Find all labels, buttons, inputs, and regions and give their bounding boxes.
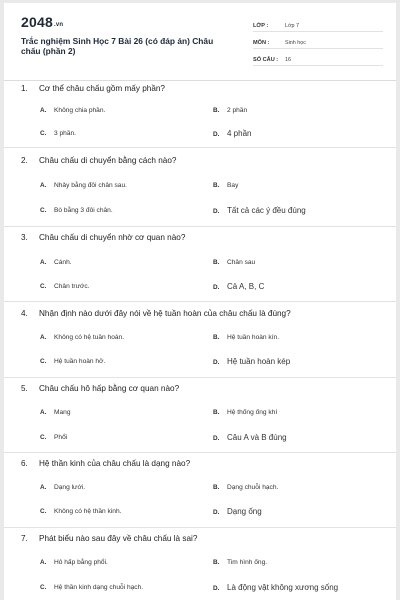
meta-value: 16: [285, 57, 291, 63]
logo-main: 2048: [21, 14, 53, 30]
option-a[interactable]: A. Cánh.: [40, 259, 72, 266]
document-title: Trắc nghiệm Sinh Học 7 Bài 26 (có đáp án) Châu chấu (phần 2): [21, 36, 214, 56]
worksheet-header: [4, 3, 396, 81]
question-text: 2. Châu chấu di chuyển bằng cách nào?: [21, 156, 177, 165]
question-divider: [4, 452, 396, 453]
question-divider: [4, 377, 396, 378]
meta-label: LỚP :: [253, 23, 269, 29]
option-a[interactable]: A. Không có hệ tuần hoàn.: [40, 334, 125, 341]
option-c[interactable]: C. Bò bằng 3 đôi chân.: [40, 207, 113, 214]
meta-label: SỐ CÂU :: [253, 57, 279, 63]
option-c[interactable]: C. 3 phần.: [40, 130, 76, 137]
option-d[interactable]: D. Hệ tuần hoàn kép: [213, 357, 291, 366]
option-a[interactable]: A. Nhảy bằng đôi chân sau.: [40, 182, 127, 189]
option-b[interactable]: B. Hệ thống ống khí: [213, 409, 278, 416]
meta-row-subject: [253, 35, 383, 49]
meta-info: [253, 18, 383, 69]
option-b[interactable]: B. 2 phần: [213, 107, 248, 114]
option-d[interactable]: D. 4 phần: [213, 129, 252, 138]
question-divider: [4, 226, 396, 227]
logo-suffix: .vn: [53, 22, 64, 28]
question-divider: [4, 301, 396, 302]
option-b[interactable]: B. Dạng chuỗi hạch.: [213, 484, 279, 491]
meta-row-count: [253, 52, 383, 66]
worksheet-page: [4, 3, 396, 600]
option-c[interactable]: C. Hệ tuần hoàn hở.: [40, 358, 106, 365]
option-d[interactable]: D. Cả A, B, C: [213, 282, 265, 291]
option-a[interactable]: A. Hô hấp bằng phổi.: [40, 559, 108, 566]
option-c[interactable]: C. Không có hệ thần kinh.: [40, 508, 122, 515]
option-c[interactable]: C. Phổi: [40, 434, 68, 441]
meta-value: Sinh học: [285, 40, 306, 46]
option-c[interactable]: C. Chân trước.: [40, 283, 90, 290]
option-d[interactable]: D. Tất cả các ý đều đúng: [213, 206, 306, 215]
site-logo[interactable]: [21, 14, 63, 30]
meta-value: Lớp 7: [285, 23, 300, 29]
question-text: 3. Châu chấu di chuyển nhờ cơ quan nào?: [21, 233, 186, 242]
question-text: 4. Nhận định nào dưới đây nói về hệ tuần hoàn của châu chấu là đúng?: [21, 309, 291, 318]
option-d[interactable]: D. Dạng ống: [213, 507, 262, 516]
meta-label: MÔN :: [253, 40, 270, 46]
option-b[interactable]: B. Chân sau: [213, 259, 256, 266]
option-d[interactable]: D. Câu A và B đúng: [213, 433, 287, 442]
question-text: 7. Phát biểu nào sau đây về châu chấu là sai?: [21, 534, 198, 543]
meta-row-class: [253, 18, 383, 32]
option-b[interactable]: B. Hệ tuần hoàn kín.: [213, 334, 280, 341]
option-d[interactable]: D. Là động vật không xương sống: [213, 583, 339, 592]
question-text: 6. Hệ thần kinh của châu chấu là dạng nào?: [21, 459, 191, 468]
option-a[interactable]: A. Dạng lưới.: [40, 484, 86, 491]
option-b[interactable]: B. Bay: [213, 182, 239, 189]
question-text: 1. Cơ thể châu chấu gồm mấy phần?: [21, 84, 165, 93]
option-b[interactable]: B. Tim hình ống.: [213, 559, 268, 566]
question-divider: [4, 527, 396, 528]
option-a[interactable]: A. Không chia phần.: [40, 107, 106, 114]
option-a[interactable]: A. Mang: [40, 409, 71, 416]
question-text: 5. Châu chấu hô hấp bằng cơ quan nào?: [21, 384, 180, 393]
question-divider: [4, 147, 396, 148]
option-c[interactable]: C. Hệ thần kinh dạng chuỗi hạch.: [40, 584, 144, 591]
